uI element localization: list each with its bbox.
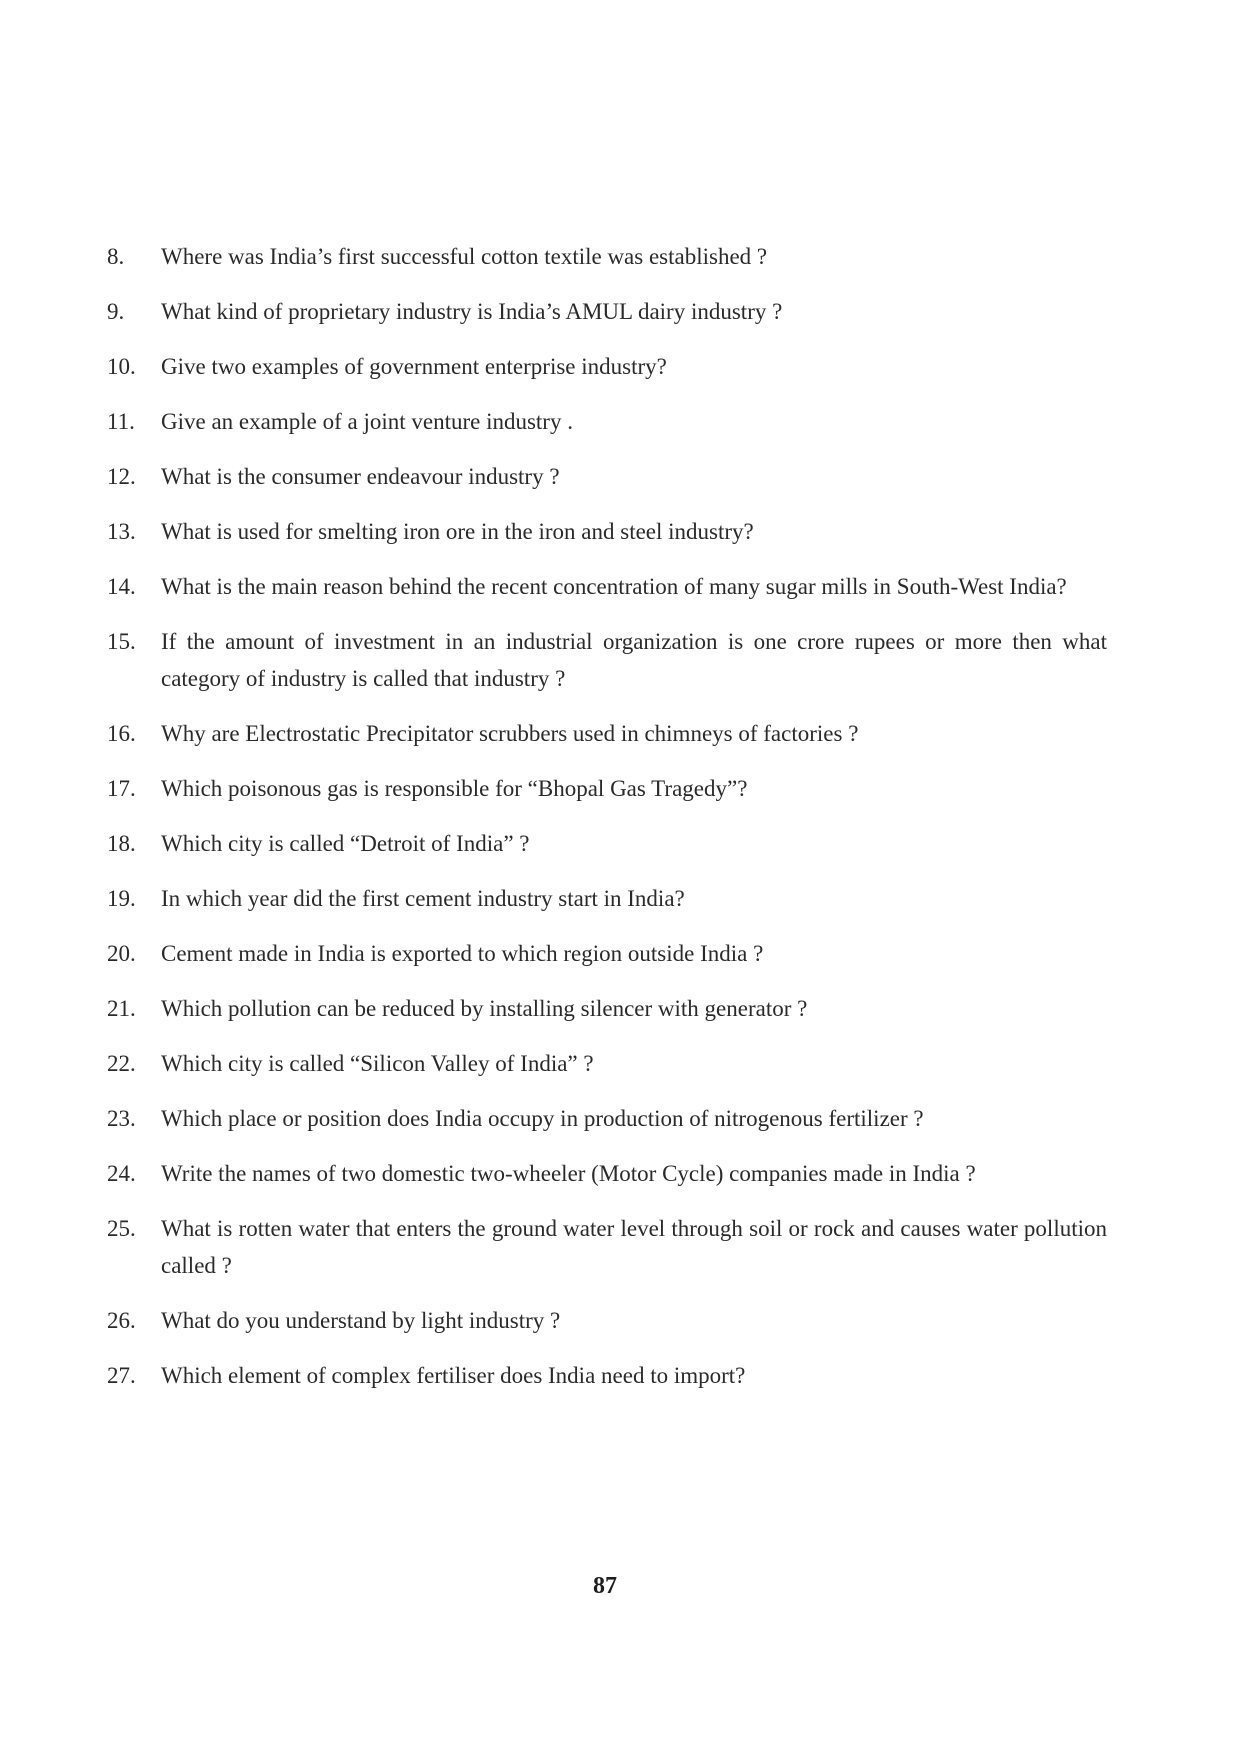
question-item bbox=[107, 348, 1107, 385]
question-number: 23. bbox=[107, 1106, 136, 1131]
question-number: 21. bbox=[107, 996, 136, 1021]
question-item bbox=[107, 990, 1107, 1027]
question-number: 8. bbox=[107, 244, 125, 269]
question-text: Which element of complex fertiliser does India need to import? bbox=[161, 1363, 746, 1388]
question-number: 20. bbox=[107, 941, 136, 966]
question-item bbox=[107, 935, 1107, 972]
question-number: 27. bbox=[107, 1363, 136, 1388]
question-text: If the amount of investment in an industrial organization is one crore rupees or more then what category of industry is called that industry ? bbox=[161, 629, 1107, 691]
question-number: 14. bbox=[107, 574, 136, 599]
question-item bbox=[107, 770, 1107, 807]
question-text: Where was India’s first successful cotton textile was established ? bbox=[161, 244, 768, 269]
question-item bbox=[107, 1100, 1107, 1137]
question-text: Which place or position does India occupy in production of nitrogenous fertilizer ? bbox=[161, 1106, 924, 1131]
question-number: 11. bbox=[107, 409, 135, 434]
question-number: 19. bbox=[107, 886, 136, 911]
question-text: What do you understand by light industry ? bbox=[161, 1308, 561, 1333]
question-item bbox=[107, 458, 1107, 495]
question-number: 10. bbox=[107, 354, 136, 379]
question-text: What is the consumer endeavour industry ? bbox=[161, 464, 560, 489]
question-number: 16. bbox=[107, 721, 136, 746]
question-item bbox=[107, 1302, 1107, 1339]
question-item bbox=[107, 1155, 1107, 1192]
question-text: Give two examples of government enterprise industry? bbox=[161, 354, 667, 379]
question-number: 12. bbox=[107, 464, 136, 489]
question-text: Write the names of two domestic two-wheeler (Motor Cycle) companies made in India ? bbox=[161, 1161, 976, 1186]
question-item bbox=[107, 403, 1107, 440]
question-item bbox=[107, 1045, 1107, 1082]
question-text: What is the main reason behind the recent concentration of many sugar mills in South-West India? bbox=[161, 574, 1067, 599]
question-number: 18. bbox=[107, 831, 136, 856]
question-number: 25. bbox=[107, 1216, 136, 1241]
question-text: What kind of proprietary industry is India’s AMUL dairy industry ? bbox=[161, 299, 783, 324]
question-text: What is rotten water that enters the ground water level through soil or rock and causes water pollution called ? bbox=[161, 1216, 1107, 1278]
question-number: 24. bbox=[107, 1161, 136, 1186]
question-number: 26. bbox=[107, 1308, 136, 1333]
question-item bbox=[107, 238, 1107, 275]
question-text: Which city is called “Detroit of India” ? bbox=[161, 831, 530, 856]
question-text: What is used for smelting iron ore in the iron and steel industry? bbox=[161, 519, 754, 544]
question-item bbox=[107, 825, 1107, 862]
question-number: 22. bbox=[107, 1051, 136, 1076]
question-text: Which pollution can be reduced by installing silencer with generator ? bbox=[161, 996, 808, 1021]
question-number: 15. bbox=[107, 629, 136, 654]
question-text: Why are Electrostatic Precipitator scrubbers used in chimneys of factories ? bbox=[161, 721, 859, 746]
question-text: Give an example of a joint venture industry . bbox=[161, 409, 573, 434]
question-number: 9. bbox=[107, 299, 125, 324]
question-item bbox=[107, 513, 1107, 550]
question-list bbox=[107, 238, 1107, 1412]
question-item bbox=[107, 568, 1107, 605]
question-text: Which city is called “Silicon Valley of India” ? bbox=[161, 1051, 594, 1076]
question-item bbox=[107, 1210, 1107, 1284]
question-item bbox=[107, 880, 1107, 917]
question-item bbox=[107, 293, 1107, 330]
question-item bbox=[107, 623, 1107, 697]
question-item bbox=[107, 715, 1107, 752]
question-text: In which year did the first cement industry start in India? bbox=[161, 886, 685, 911]
question-text: Cement made in India is exported to which region outside India ? bbox=[161, 941, 764, 966]
question-number: 13. bbox=[107, 519, 136, 544]
question-text: Which poisonous gas is responsible for “Bhopal Gas Tragedy”? bbox=[161, 776, 748, 801]
question-item bbox=[107, 1357, 1107, 1394]
question-number: 17. bbox=[107, 776, 136, 801]
page-number: 87 bbox=[593, 1573, 617, 1599]
